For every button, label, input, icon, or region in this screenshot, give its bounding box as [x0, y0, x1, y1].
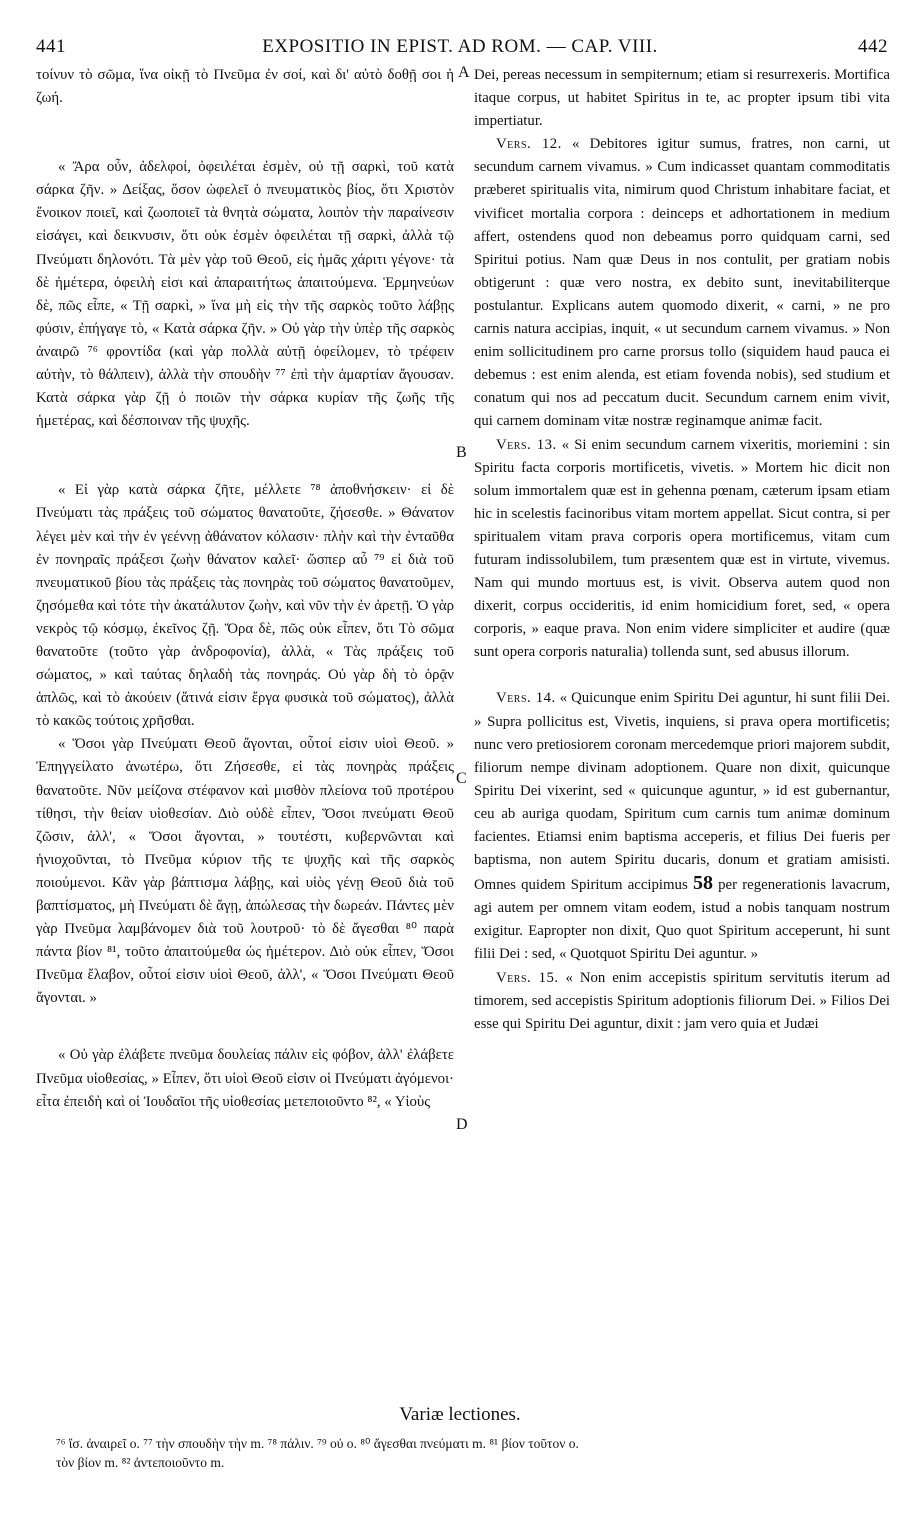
column-number: 58: [692, 872, 713, 895]
greek-paragraph: « Ἄρα οὖν, ἀδελφοί, ὀφειλέται ἐσμὲν, οὐ τῇ σαρκὶ, τοῦ κατὰ σάρκα ζῆν. » Δείξας, ὅσον ὠφελεῖ ὁ πνευματικὸς βίος, ὅτι Χριστὸν ἔνοικον ποιεῖ, καὶ ζωοποιεῖ τὰ θνητὰ σώματα, λοιπὸν τὴν παραίνεσιν εἰσάγει, καὶ δεικνυσιν, ὅτι οὐκ ἐσμὲν ὀφειλέται τῇ σαρκὶ, ἀλλὰ τῷ Πνεύματι δηλονότι. Τὰ μὲν γὰρ τοῦ Θεοῦ, εἰς ἡμᾶς χάριτι γέγονε· τὰ δὲ ἡμέτερα, ὀφειλὴ εἰσι καὶ ἀπαραιτήτως ἀπαιτούμενα. Ἑρμηνεύων δὲ, πῶς εἶπε, « Τῇ σαρκὶ, » ἵνα μὴ εἰς τὴν τῆς σαρκὸς τοῦτο λάβῃς φύσιν, ἐπήγαγε τὸ, « Κατὰ σάρκα ζῆν. » Οὐ γὰρ τὴν ὑπὲρ τῆς σαρκὸς ἀναιρῶ ⁷⁶ φροντίδα (καὶ γὰρ πολλὰ αὐτῇ ὀφείλομεν, τὸ τρέφειν αὐτὴν, τὸ θάλπειν), ἀλλὰ τὴν σπουδὴν ⁷⁷ ἐπὶ τὴν ἁμαρτίαν ἄγουσαν. Κατὰ σάρκα γὰρ ζῇ ὁ ποιῶν τὴν σάρκα κυρίαν τῆς ζωῆς τῆς ἡμετέρας, καὶ δέσποιναν τῆς ψυχῆς.: [36, 159, 454, 430]
margin-marker-a: A: [458, 64, 470, 81]
verse-label: Vers. 13.: [496, 436, 557, 453]
greek-paragraph: « Εἰ γὰρ κατὰ σάρκα ζῆτε, μέλλετε ⁷⁸ ἀποθνήσκειν· εἰ δὲ Πνεύματι τὰς πράξεις τοῦ σώματος θανατοῦτε, ζήσεσθε. » Θάνατον λέγει μὲν καὶ τὴν ἐν γεέννῃ ἀθάνατον κόλασιν· πλὴν καὶ τὴν ἐνταῦθα ἐν πονηραῖς πράξεσι ζωὴν θάνατον καλεῖ· ὥσπερ αὖ ⁷⁹ εἰ διὰ τοῦ πνευματικοῦ βίου τὰς πράξεις τὰς πονηρὰς τοῦ σώματος θανατοῦμεν, ζησόμεθα καὶ τότε τὴν ἀκατάλυτον ζωὴν, καὶ νῦν τὴν ἐν ἀρετῇ. Ὁ γὰρ νεκρὸς τῷ κόσμῳ, ἐκεῖνος ζῇ. Ὅρα δὲ, πῶς οὐκ εἶπεν, ὅτι Τὸ σῶμα θανατοῦτε (τοῦτο γὰρ ἀνδροφονία), ἀλλὰ, « Τὰς πράξεις τοῦ σώματος, » καὶ ταύτας δηλαδὴ τὰς πονηράς. Οὐ γὰρ δὴ τὸ ὁρᾷν ἁπλῶς, καὶ τὸ ἀκούειν (ἅτινά εἰσιν ἔργα φυσικὰ τοῦ σώματος), ἀλλὰ τὸ κακῶς τούτοις χρῆσθαι.: [36, 482, 454, 730]
latin-text: « Non enim accepistis spiritum servitutis iterum ad timorem, sed accepistis Spiritum adoptionis filiorum Dei. » Filios Dei esse qui Spiritu Dei aguntur, dixit : jam vero quia et Judæi: [474, 969, 890, 1032]
verse-label: Vers. 12.: [496, 136, 562, 153]
variants-heading: Variæ lectiones.: [399, 1404, 521, 1425]
latin-paragraph: [474, 687, 890, 966]
greek-paragraph: « Ὅσοι γὰρ Πνεύματι Θεοῦ ἄγονται, οὗτοί εἰσιν υἱοὶ Θεοῦ. » Ἐπηγγείλατο ἀνωτέρω, ὅτι Ζήσεσθε, εἰ τὰς πονηρὰς πράξεις θανατοῦτε. Νῦν μείζονα στέφανον καὶ μισθὸν πλείονα τοῦ προτέρου τίθησι, τὴν θείαν υἱοθεσίαν. Διὸ οὐδὲ εἶπεν, Ὅσοι πνεύματι Θεοῦ ζῶσιν, ἀλλ', « Ὅσοι ἄγονται, » τουτέστι, κυβερνῶνται καὶ ἡνιοχοῦνται, τὸ Πνεῦμα κύριον τῆς τε ψυχῆς καὶ τῆς σαρκὸς ποιούμενοι. Κἂν γὰρ βάπτισμα λάβῃς, καὶ υἱὸς γένῃ Θεοῦ διὰ τοῦ βαπτίσματος, μὴ Πνεύματι δὲ ἄγῃ, ἀπώλεσας τὴν δωρεάν. Πάντες μὲν γὰρ Πνεῦμα λαμβάνομεν διὰ τοῦ λουτροῦ· τὸ δὲ ἄγεσθαι ⁸⁰ παρὰ πάντα βίον ⁸¹, τοῦτο ἀπαιτούμεθα ὡς ἡμέτερον. Διὸ οὐκ εἶπεν, Ὅσοι Πνεῦμα ἔλαβον, οὗτοί εἰσιν υἱοὶ Θεοῦ, ἀλλ', « Ὅσοι Πνεύματι Θεοῦ ἄγονται. »: [36, 736, 454, 1007]
variant-readings: [56, 1434, 886, 1472]
variant-line: τὸν βίον m. ⁸² ἀντεποιοῦντο m.: [56, 1455, 225, 1470]
page-number-left: 441: [36, 36, 66, 57]
latin-paragraph: Dei, pereas necessum in sempiternum; etiam si resurrexeris. Mortifica itaque corpus, ut habitet Spiritus in te, ac propter ipsum tibi vita impertiatur.: [474, 67, 890, 130]
latin-text: « Si enim secundum carnem vixeritis, moriemini : sin Spiritu facta corporis mortificetis, vivetis. » Mortem hic dicit non solum immortalem quæ est in gehenna pœnam, cæterum ipsam etiam hic in scelestis facinoribus vitam mortem appellat. Sicut contra, si per spiritualem vitam prava corporis opera mortificemus, vitam cum futuram indissolubilem, tum præsentem quæ est in virtute, vivemus. Nam qui mundo mortuus est, is vivit. Observa autem quod non dixerit, corpus occideritis, id enim homicidium foret, sed, « opera corporis, » eaque prava. Non enim videre simpliciter et audire (quæ sunt opera corporis naturalia) tollenda sunt, sed abusus illorum.: [474, 436, 891, 661]
latin-paragraph: [474, 434, 890, 665]
latin-text: « Debitores igitur sumus, fratres, non carni, ut secundum carnem vivamus. » Cum indicasset quantam commoditatis præberet spiritualis vita, nimirum quod Christum inhabitare faciat, et vivificet mortalia corpora : deinceps et adhortationem in medium affert, ostendens quod non debeamus porro quidquam carni, sed Spiritui potius. Nam quæ Deus in nos contulit, per gratiam nobis obtigerunt : quæ vero nostra, ex debito sunt, inevitabiliterque postulantur. Explicans autem quomodo dixerit, « carni, » ne pro carnis natura accipias, inquit, « ut secundum carnem vivamus. » Non enim sollicitudinem pro carne prorsus tollo (siquidem haud pauca ei debemus : est enim alenda, est etiam fovenda nobis), sed studium et conatum qui nos ad peccatum ducit. Secundum carnem enim vivit, qui carnem dominam vitæ nostræ reginamque animæ facit.: [474, 136, 891, 430]
running-title: EXPOSITIO IN EPIST. AD ROM. — CAP. VIII.: [262, 36, 658, 57]
latin-column: [474, 64, 890, 1036]
latin-text: per regenerationis lavacrum, agi autem per omnem vitam eodem, istud a nobis tanquam nostrum exigitur. Eapropter non dixit, Quo quot Spiritum acceperunt, hi sunt filii Dei : sed, « Quotquot Spiritu Dei aguntur. »: [474, 877, 891, 963]
latin-paragraph: [474, 133, 890, 433]
page-number-right: 442: [858, 36, 888, 57]
greek-paragraph: τοίνυν τὸ σῶμα, ἵνα οἰκῇ τὸ Πνεῦμα ἐν σοί, καὶ δι' αὐτὸ δοθῇ σοι ἡ ζωή.: [36, 67, 454, 107]
margin-marker-d: D: [456, 1116, 468, 1133]
greek-column: [36, 64, 454, 1114]
running-header: [0, 36, 920, 66]
verse-label: Vers. 14.: [496, 690, 556, 707]
margin-marker-c: C: [456, 770, 467, 787]
verse-label: Vers. 15.: [496, 969, 559, 986]
latin-paragraph: [474, 967, 890, 1036]
greek-paragraph: « Οὐ γὰρ ἐλάβετε πνεῦμα δουλείας πάλιν εἰς φόβον, ἀλλ' ἐλάβετε Πνεῦμα υἱοθεσίας, » Εἶπεν, ὅτι υἱοὶ Θεοῦ εἰσιν οἱ Πνεύματι ἀγόμενοι· εἶτα ἐπειδὴ καὶ οἱ Ἰουδαῖοι τῆς υἱοθεσίας μετεποιοῦντο ⁸², « Υἱοὺς: [36, 1047, 454, 1110]
latin-text: « Quicunque enim Spiritu Dei aguntur, hi sunt filii Dei. » Supra pollicitus est, Vivetis, inquiens, si prava opera mortificetis; nunc vero pretiosiorem coronam mercedemque priori majorem subdit, filiorum nempe divinam adoptionem. Quare non dixit, quicunque Spiritu Dei vixerint, sed « quicunque aguntur, » id est gubernantur, ceu ab auriga quodam, Spiritum cum carnis tum animæ dominum facientes. Etiamsi enim baptisma acceperis, et filius Dei fueris per baptisma, non autem Spiritu ducaris, donum et gratiam amisisti. Omnes quidem Spiritum accipimus: [474, 690, 890, 894]
variant-line: ⁷⁶ ἴσ. ἀναιρεῖ ο. ⁷⁷ τὴν σπουδὴν τὴν m. ⁷⁸ πάλιν. ⁷⁹ οὐ ο. ⁸⁰ ἄγεσθαι πνεύματι m. ⁸¹ βίον τοῦτον ο.: [56, 1436, 579, 1451]
margin-marker-b: B: [456, 444, 467, 461]
